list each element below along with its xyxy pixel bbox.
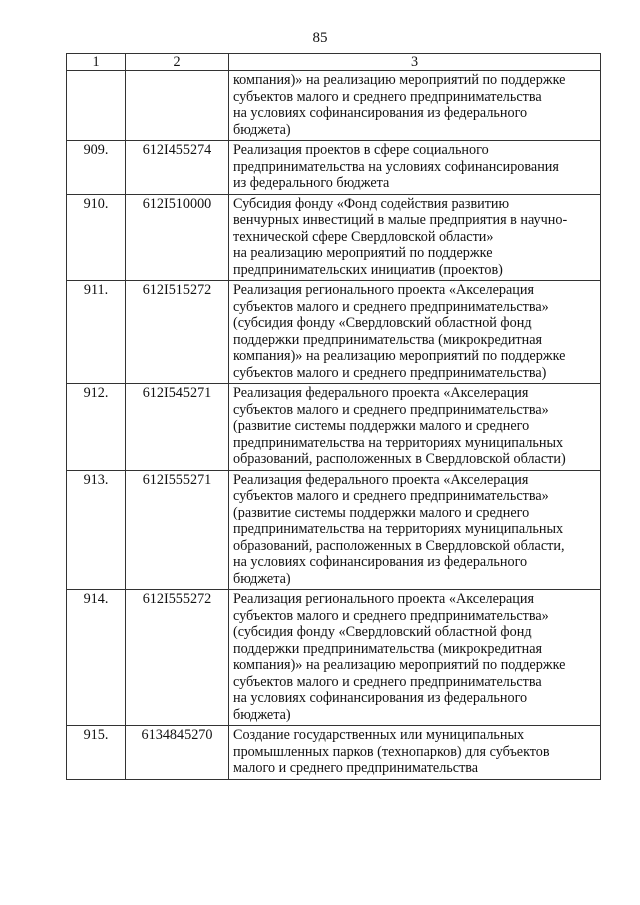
description-line: субъектов малого и среднего предпринимательства» <box>233 298 549 315</box>
row-description-cell <box>229 141 601 195</box>
row-code-cell: 612I555272 <box>126 590 229 726</box>
description-line: поддержки предпринимательства (микрокредитная <box>233 640 543 657</box>
description-line: (развитие системы поддержки малого и среднего <box>233 418 530 434</box>
row-number-cell: 911. <box>67 281 126 384</box>
row-description-cell <box>229 71 601 141</box>
description-line: Реализация регионального проекта «Акселерация <box>233 591 534 607</box>
description-line: субъектов малого и среднего предпринимательства <box>233 88 542 105</box>
description-line: Субсидия фонду «Фонд содействия развитию <box>233 195 510 212</box>
table-row <box>67 194 601 281</box>
description-line: бюджета) <box>233 121 291 138</box>
row-code-cell: 6134845270 <box>126 726 229 780</box>
description-line: (субсидия фонду «Свердловский областной фонд <box>233 624 532 640</box>
row-description-cell <box>229 590 601 726</box>
description-line: Реализация федерального проекта «Акселерация <box>233 471 529 488</box>
description-line: на условиях софинансирования из федерального <box>233 554 528 570</box>
description-line: образований, расположенных в Свердловской области) <box>233 451 566 467</box>
description-line: на реализацию мероприятий по поддержке <box>233 245 493 261</box>
description-line: Создание государственных или муниципальных <box>233 727 525 743</box>
description-line: субъектов малого и среднего предпринимательства <box>233 673 542 690</box>
description-line: предпринимательских инициатив (проектов) <box>233 261 503 278</box>
description-line: компания)» на реализацию мероприятий по поддержке <box>233 72 566 88</box>
row-description-cell <box>229 384 601 471</box>
description-line: субъектов малого и среднего предпринимательства» <box>233 401 549 418</box>
table-row <box>67 281 601 384</box>
description-line: Реализация федерального проекта «Акселерация <box>233 385 529 401</box>
table-row <box>67 71 601 141</box>
description-line: промышленных парков (технопарков) для субъектов <box>233 743 550 760</box>
description-line: (субсидия фонду «Свердловский областной фонд <box>233 315 532 331</box>
budget-code-table <box>66 53 601 780</box>
row-number-cell: 910. <box>67 194 126 281</box>
description-line: (развитие системы поддержки малого и среднего <box>233 504 530 521</box>
description-line: образований, расположенных в Свердловской области, <box>233 537 565 554</box>
table-row <box>67 384 601 471</box>
column-header-description: 3 <box>229 54 601 71</box>
description-line: субъектов малого и среднего предпринимательства) <box>233 364 547 381</box>
table-row <box>67 141 601 195</box>
description-line: на условиях софинансирования из федерального <box>233 105 528 121</box>
row-description-cell <box>229 281 601 384</box>
row-code-cell: 612I545271 <box>126 384 229 471</box>
description-line: субъектов малого и среднего предпринимательства» <box>233 607 549 624</box>
row-number-cell: 914. <box>67 590 126 726</box>
row-code-cell <box>126 71 229 141</box>
description-line: технической сфере Свердловской области» <box>233 228 494 245</box>
table-row <box>67 590 601 726</box>
description-line: поддержки предпринимательства (микрокредитная <box>233 331 543 348</box>
description-line: Реализация проектов в сфере социального <box>233 142 489 158</box>
description-line: из федерального бюджета <box>233 175 390 191</box>
description-line: предпринимательства на условиях софинансирования <box>233 158 559 175</box>
description-line: на условиях софинансирования из федерального <box>233 690 528 706</box>
row-description-cell <box>229 470 601 590</box>
row-code-cell: 612I455274 <box>126 141 229 195</box>
description-line: компания)» на реализацию мероприятий по поддержке <box>233 348 566 364</box>
description-line: субъектов малого и среднего предпринимательства» <box>233 488 549 504</box>
table-row <box>67 726 601 780</box>
row-code-cell: 612I515272 <box>126 281 229 384</box>
description-line: малого и среднего предпринимательства <box>233 760 479 776</box>
description-line: Реализация регионального проекта «Акселерация <box>233 282 534 298</box>
description-line: компания)» на реализацию мероприятий по поддержке <box>233 657 566 673</box>
row-number-cell: 912. <box>67 384 126 471</box>
column-header-code: 2 <box>126 54 229 71</box>
row-number-cell: 915. <box>67 726 126 780</box>
description-line: бюджета) <box>233 706 291 723</box>
row-code-cell: 612I555271 <box>126 470 229 590</box>
table-header-row <box>67 54 601 71</box>
description-line: бюджета) <box>233 570 291 587</box>
table-body <box>67 71 601 780</box>
description-line: предпринимательства на территориях муниципальных <box>233 521 564 537</box>
row-code-cell: 612I510000 <box>126 194 229 281</box>
row-number-cell: 909. <box>67 141 126 195</box>
description-line: предпринимательства на территориях муниципальных <box>233 434 564 451</box>
column-header-number: 1 <box>67 54 126 71</box>
row-number-cell <box>67 71 126 141</box>
description-line: венчурных инвестиций в малые предприятия в научно- <box>233 212 568 228</box>
row-description-cell <box>229 726 601 780</box>
page-number: 85 <box>312 30 328 46</box>
table-row <box>67 470 601 590</box>
row-description-cell <box>229 194 601 281</box>
row-number-cell: 913. <box>67 470 126 590</box>
